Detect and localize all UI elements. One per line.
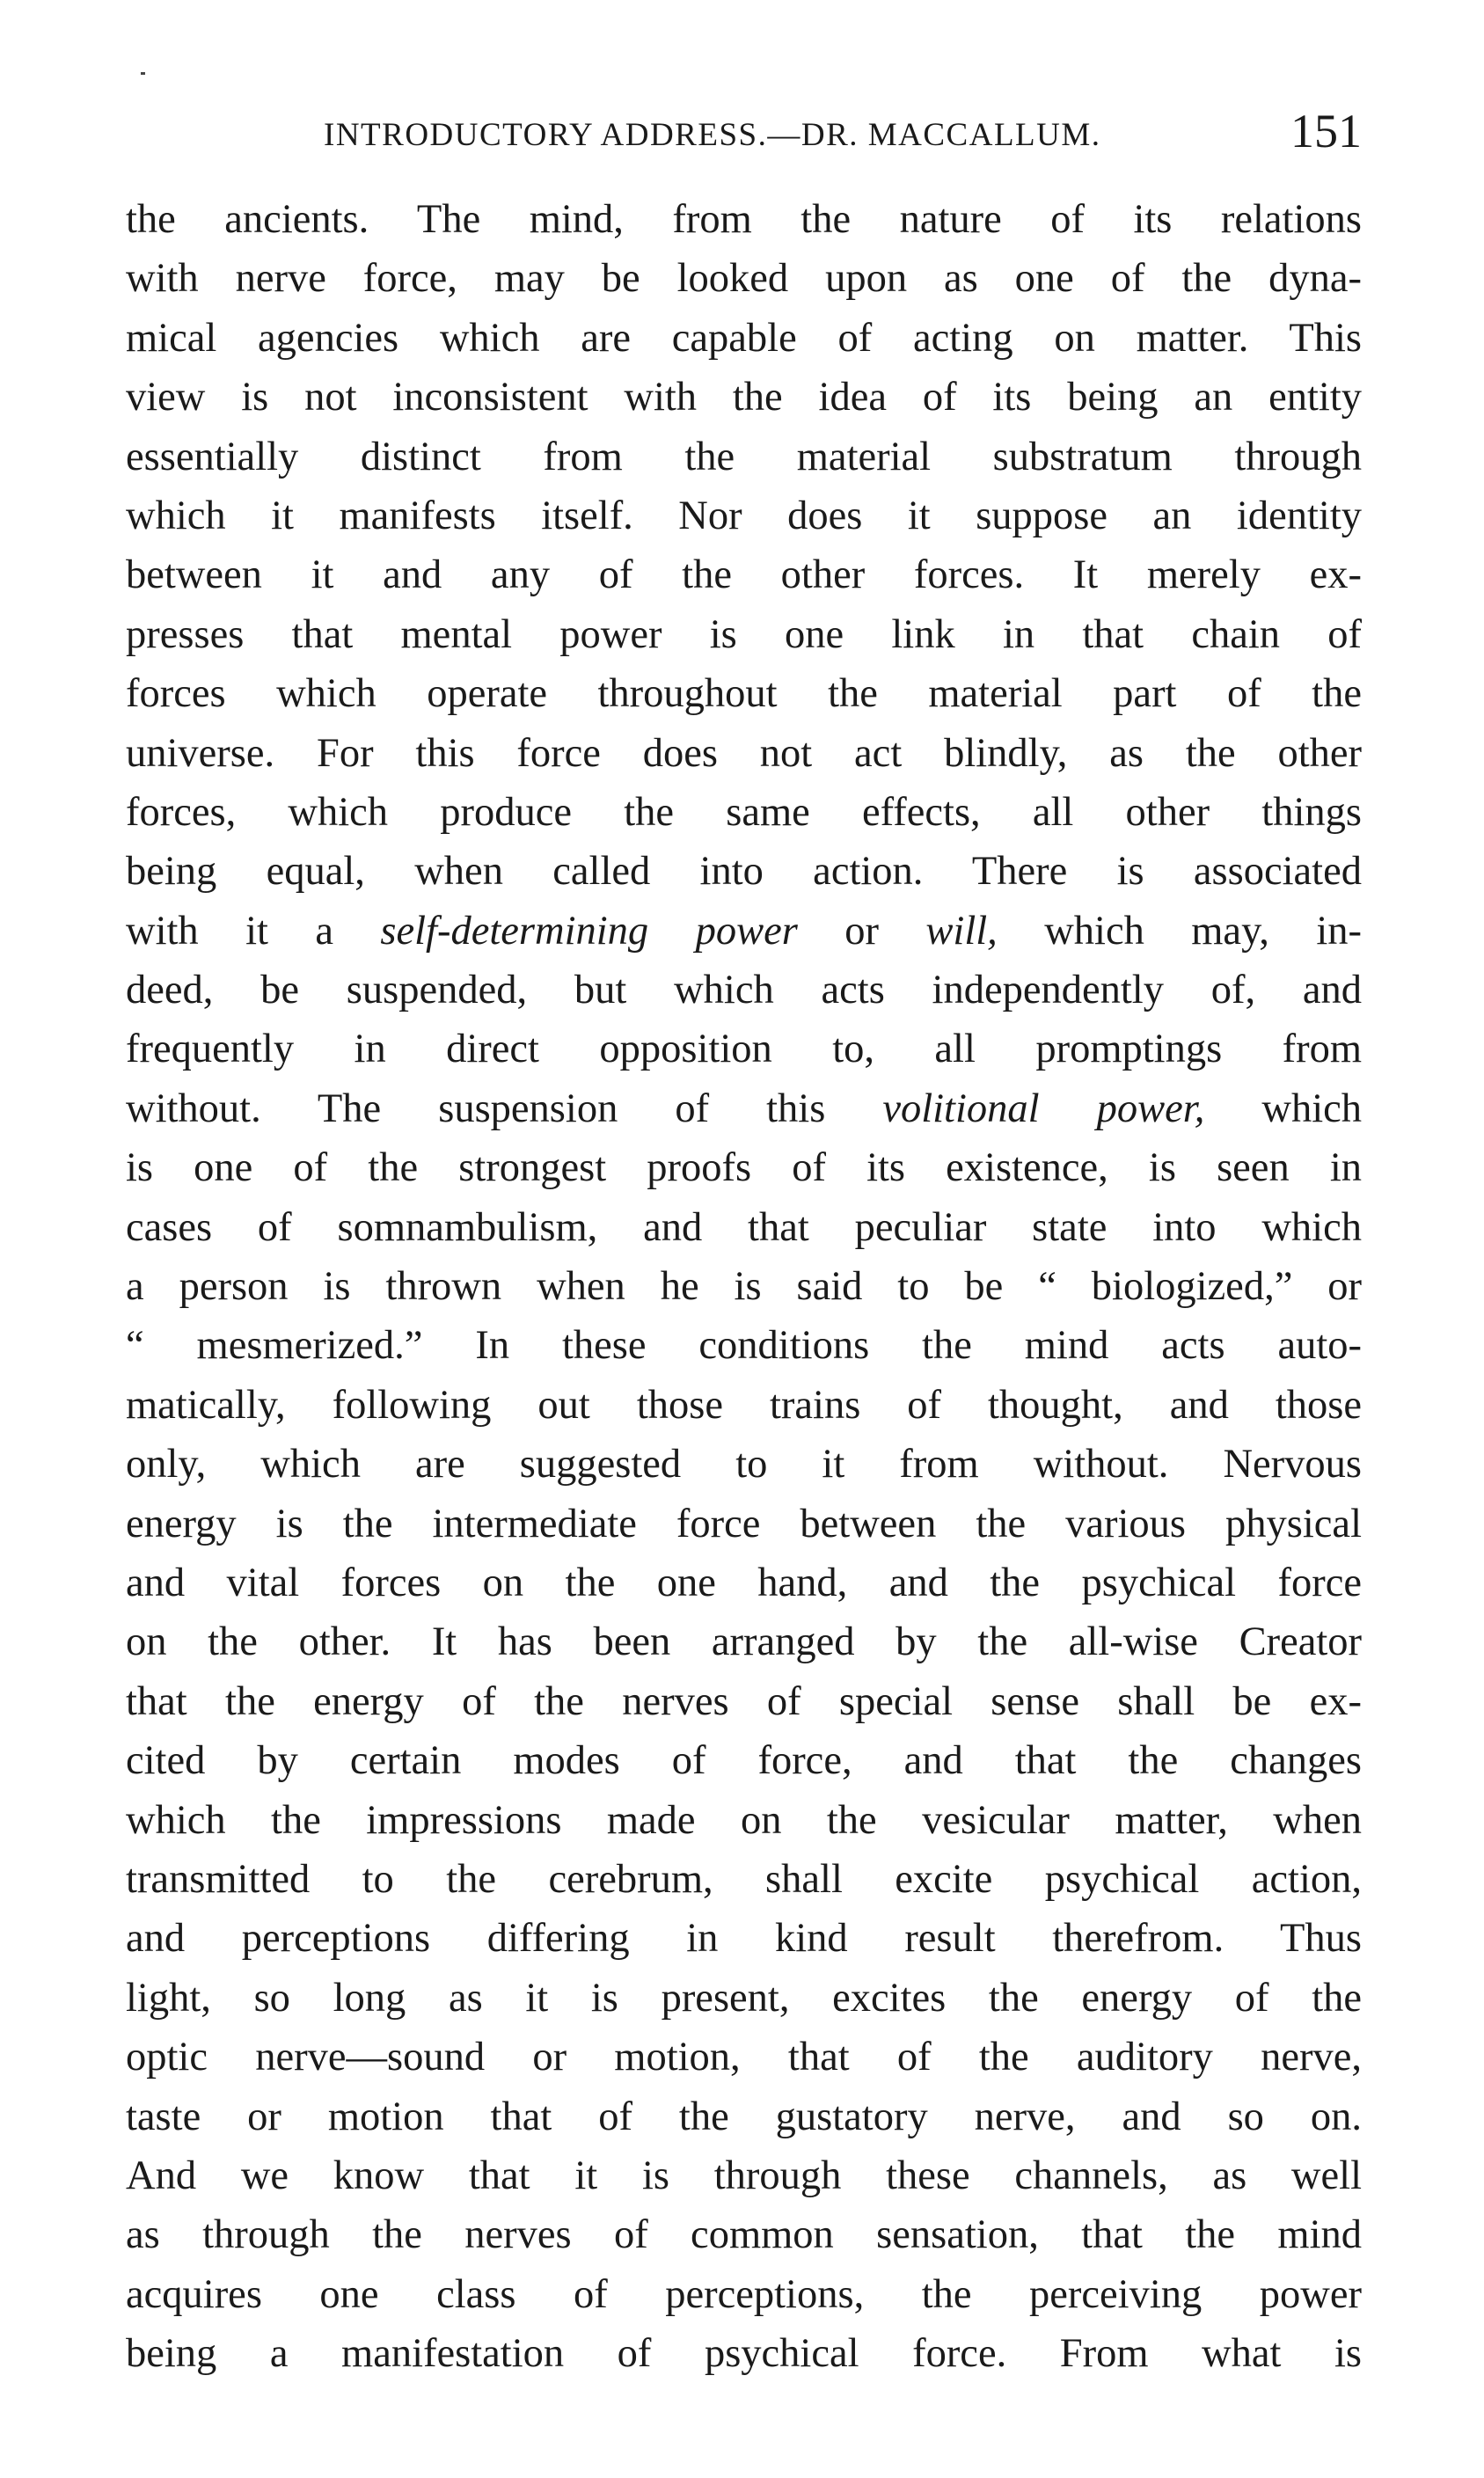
text-line: acquires one class of perceptions, the perceiving power	[126, 2271, 1362, 2317]
text-line: only, which are suggested to it from without. Nervous	[126, 1442, 1362, 1488]
text-line: and vital forces on the one hand, and the psychical force	[126, 1560, 1362, 1605]
text-line: as through the nerves of common sensation, that the mind	[126, 2212, 1362, 2258]
italic-phrase: self-determining power	[380, 908, 798, 954]
text-segment: without. The suspension of this	[126, 1085, 883, 1131]
text-line: forces which operate throughout the material part of the	[126, 671, 1362, 717]
text-segment: or	[797, 908, 926, 954]
text-segment: with it a	[126, 908, 381, 954]
text-line: optic nerve—sound or motion, that of the auditory nerve,	[126, 2035, 1362, 2080]
text-line: a person is thrown when he is said to be “ biologized,” or	[126, 1264, 1362, 1310]
text-line: being a manifestation of psychical force. From what is	[126, 2331, 1362, 2377]
text-line: forces, which produce the same effects, all other things	[126, 789, 1362, 835]
text-line: between it and any of the other forces. It merely ex-	[126, 552, 1362, 598]
text-line: energy is the intermediate force between the various physical	[126, 1501, 1362, 1546]
text-line: matically, following out those trains of thought, and those	[126, 1382, 1362, 1428]
text-line: transmitted to the cerebrum, shall excite psychical action,	[126, 1856, 1362, 1902]
body-text	[126, 190, 1362, 2383]
text-line: And we know that it is through these channels, as well	[126, 2153, 1362, 2198]
text-line: which the impressions made on the vesicular matter, when	[126, 1797, 1362, 1843]
text-line	[126, 1079, 1362, 1138]
text-line: view is not inconsistent with the idea of its being an entity	[126, 375, 1362, 420]
text-line: that the energy of the nerves of special sense shall be ex-	[126, 1678, 1362, 1724]
text-segment: which may, in-	[997, 908, 1362, 954]
text-line: essentially distinct from the material substratum through	[126, 434, 1362, 479]
stray-ink-mark	[141, 72, 145, 75]
running-head: INTRODUCTORY ADDRESS.—DR. MACCALLUM.	[324, 117, 1101, 153]
text-line: “ mesmerized.” In these conditions the mind acts auto-	[126, 1323, 1362, 1369]
text-line: and perceptions differing in kind result therefrom. Thus	[126, 1916, 1362, 1962]
text-line: universe. For this force does not act blindly, as the other	[126, 730, 1362, 776]
text-line: deed, be suspended, but which acts independently of, and	[126, 968, 1362, 1013]
text-line: light, so long as it is present, excites the energy of the	[126, 1975, 1362, 2021]
page-header	[126, 104, 1362, 174]
page-number: 151	[1290, 105, 1362, 157]
text-line: which it manifests itself. Nor does it suppose an identity	[126, 493, 1362, 538]
text-line: cases of somnambulism, and that peculiar state into which	[126, 1204, 1362, 1250]
text-line: mical agencies which are capable of acting on matter. This	[126, 315, 1362, 361]
text-line: is one of the strongest proofs of its existence, is seen in	[126, 1145, 1362, 1191]
text-line: frequently in direct opposition to, all promptings from	[126, 1027, 1362, 1072]
text-line	[126, 902, 1362, 961]
text-line: taste or motion that of the gustatory nerve, and so on.	[126, 2094, 1362, 2139]
italic-phrase: will,	[925, 908, 998, 954]
text-line: cited by certain modes of force, and that the changes	[126, 1738, 1362, 1784]
text-line: being equal, when called into action. There is associated	[126, 849, 1362, 895]
text-line: presses that mental power is one link in that chain of	[126, 611, 1362, 657]
text-line: with nerve force, may be looked upon as one of the dyna-	[126, 256, 1362, 302]
text-line: on the other. It has been arranged by the all-wise Creator	[126, 1619, 1362, 1665]
text-segment: which	[1204, 1085, 1362, 1131]
italic-phrase: volitional power,	[882, 1085, 1205, 1131]
text-line: the ancients. The mind, from the nature of its relations	[126, 197, 1362, 242]
